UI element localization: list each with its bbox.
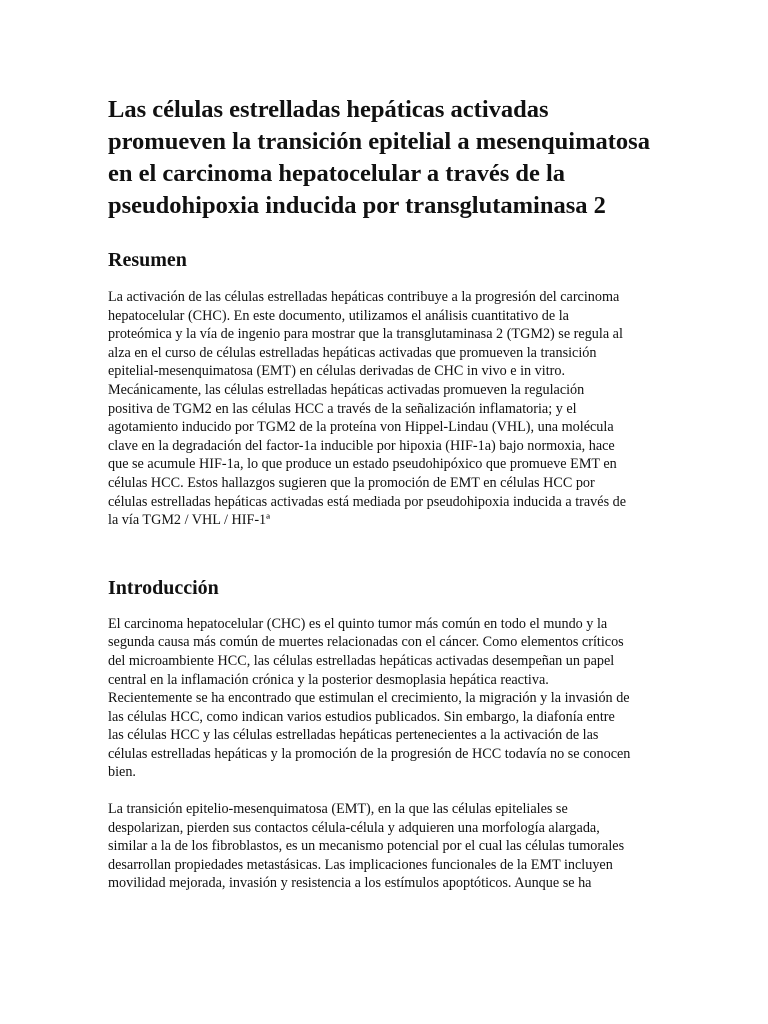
- abstract-heading: Resumen: [108, 249, 187, 271]
- introduction-paragraph-1: El carcinoma hepatocelular (CHC) es el quinto tumor más común en todo el mundo y la segunda causa más común de muertes relacionadas con el cáncer. Como elementos críticos del microambiente HCC, las células estrelladas hepáticas activadas desempeñan un papel central en la inflamación crónica y la posterior desmoplasia hepática reactiva. Recientemente se ha encontrado que estimulan el crecimiento, la migración y la invasión de las células HCC, como indican varios estudios publicados. Sin embargo, la diafonía entre las células HCC y las células estrelladas hepáticas pertenecientes a la activación de las células estrelladas hepáticas y la promoción de la progresión de HCC todavía no se conocen bien.: [108, 615, 631, 781]
- document-title: Las células estrelladas hepáticas activadas promueven la transición epitelial a mesenquimatosa en el carcinoma hepatocelular a través de la pseudohipoxia inducida por transglutaminasa 2: [108, 96, 650, 219]
- abstract-paragraph: La activación de las células estrelladas hepáticas contribuye a la progresión del carcinoma hepatocelular (CHC). En este documento, utilizamos el análisis cuantitativo de la proteómica y la vía de ingenio para mostrar que la transglutaminasa 2 (TGM2) se regula al alza en el curso de células estrelladas hepáticas activadas que promueven la transición epitelial-mesenquimatosa (EMT) en células derivadas de CHC in vivo e in vitro. Mecánicamente, las células estrelladas hepáticas activadas promueven la regulación positiva de TGM2 en las células HCC a través de la señalización inflamatoria; y el agotamiento inducido por TGM2 de la proteína von Hippel-Lindau (VHL), una molécula clave en la degradación del factor-1a inducible por hipoxia (HIF-1a) bajo normoxia, hace que se acumule HIF-1a, lo que produce un estado pseudohipóxico que promueve EMT en células HCC. Estos hallazgos sugieren que la promoción de EMT en células HCC por células estrelladas hepáticas activadas está mediada por pseudohipoxia inducida a través de la vía TGM2 / VHL / HIF-1ª: [108, 289, 627, 529]
- document-page: [108, 94, 668, 893]
- introduction-paragraph-2: La transición epitelio-mesenquimatosa (EMT), en la que las células epiteliales se despolarizan, pierden sus contactos célula-célula y adquieren una morfología alargada, similar a la de los fibroblastos, es un mecanismo potencial por el cual las células tumorales desarrollan propiedades metastásicas. Las implicaciones funcionales de la EMT incluyen movilidad mejorada, invasión y resistencia a los estímulos apoptóticos. Aunque se ha: [108, 801, 625, 892]
- introduction-heading: Introducción: [108, 576, 219, 599]
